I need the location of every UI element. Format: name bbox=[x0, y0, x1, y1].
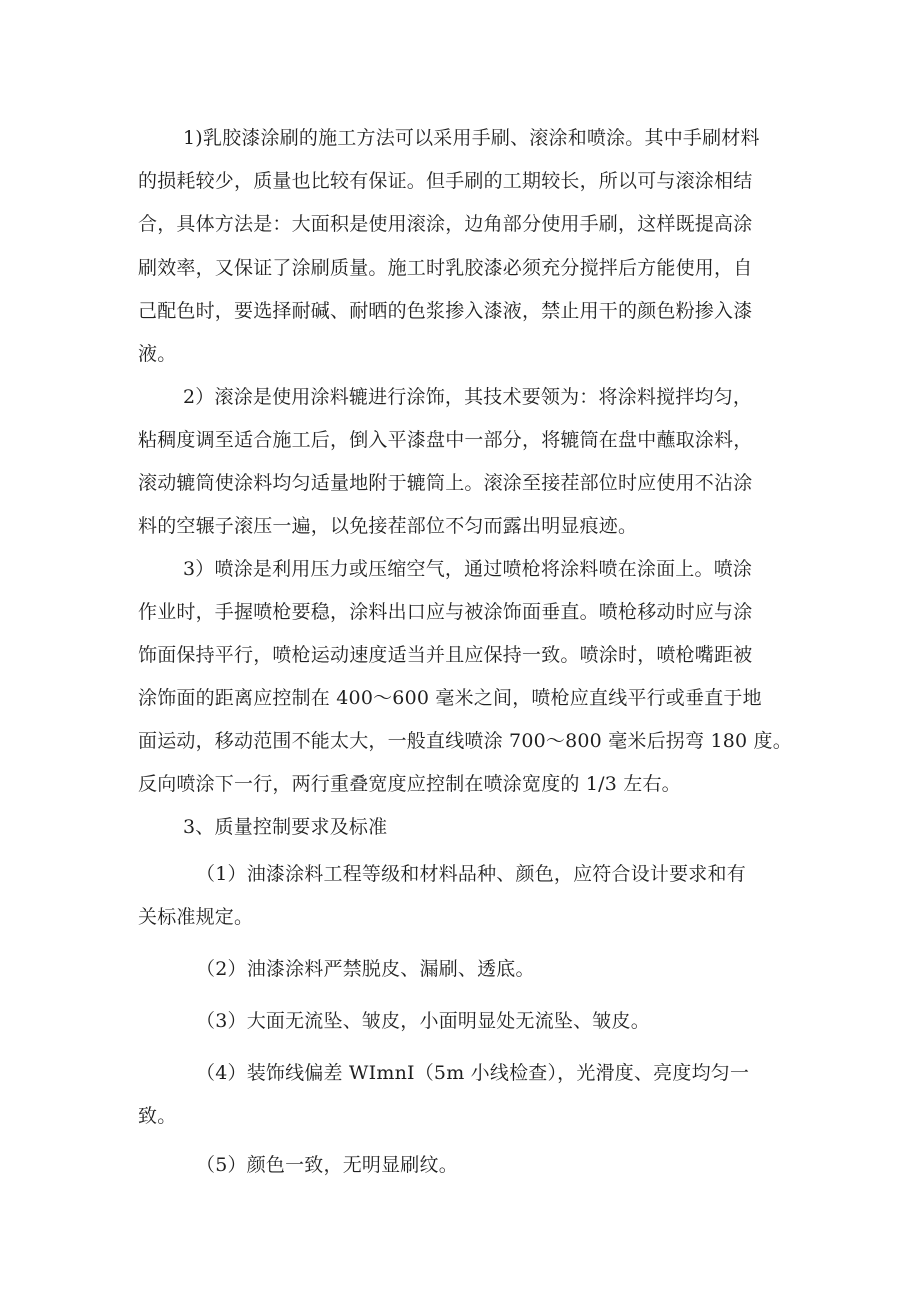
section-heading: 3、质量控制要求及标准 bbox=[183, 816, 388, 838]
paragraph-2-line-2: 粘稠度调至适合施工后，倒入平漆盘中一部分，将辘筒在盘中蘸取涂料， bbox=[138, 429, 753, 451]
paragraph-2-line-4: 料的空辗子滚压一遍，以免接茬部位不匀而露出明显痕迹。 bbox=[138, 515, 638, 537]
paragraph-3-line-3: 饰面保持平行，喷枪运动速度适当并且应保持一致。喷涂时，喷枪嘴距被 bbox=[138, 644, 753, 666]
list-item-3: （3）大面无流坠、皱皮，小面明显处无流坠、皱皮。 bbox=[196, 1010, 650, 1032]
list-item-4-line-1: （4）装饰线偏差 WImnI（5m 小线检查），光滑度、亮度均匀一 bbox=[196, 1062, 750, 1084]
paragraph-1-line-2: 的损耗较少，质量也比较有保证。但手刷的工期较长，所以可与滚涂相结 bbox=[138, 170, 753, 192]
paragraph-1-line-4: 刷效率，又保证了涂刷质量。施工时乳胶漆必须充分搅拌后方能使用，自 bbox=[138, 257, 753, 279]
paragraph-1-line-1: 1)乳胶漆涂刷的施工方法可以采用手刷、滚涂和喷涂。其中手刷材料 bbox=[183, 127, 760, 149]
list-item-2: （2）油漆涂料严禁脱皮、漏刷、透底。 bbox=[196, 958, 535, 980]
paragraph-3-line-1: 3）喷涂是利用压力或压缩空气，通过喷枪将涂料喷在涂面上。喷涂 bbox=[183, 558, 753, 580]
paragraph-3-line-5: 面运动，移动范围不能太大，一般直线喷涂 700～800 毫米后拐弯 180 度。 bbox=[138, 730, 792, 752]
paragraph-3-line-2: 作业时，手握喷枪要稳，涂料出口应与被涂饰面垂直。喷枪移动时应与涂 bbox=[138, 601, 753, 623]
list-item-1-line-2: 关标准规定。 bbox=[138, 906, 254, 928]
paragraph-1-line-5: 己配色时，要选择耐碱、耐晒的色浆掺入漆液，禁止用干的颜色粉掺入漆 bbox=[138, 300, 753, 322]
paragraph-1-line-3: 合，具体方法是：大面积是使用滚涂，边角部分使用手刷，这样既提高涂 bbox=[138, 213, 753, 235]
list-item-4-line-2: 致。 bbox=[138, 1105, 177, 1127]
paragraph-2-line-3: 滚动辘筒使涂料均匀适量地附于辘筒上。滚涂至接茬部位时应使用不沾涂 bbox=[138, 472, 753, 494]
list-item-1-line-1: （1）油漆涂料工程等级和材料品种、颜色，应符合设计要求和有 bbox=[196, 863, 746, 885]
paragraph-3-line-6: 反向喷涂下一行，两行重叠宽度应控制在喷涂宽度的 1/3 左右。 bbox=[138, 773, 681, 795]
list-item-5: （5）颜色一致，无明显刷纹。 bbox=[196, 1154, 458, 1176]
paragraph-3-line-4: 涂饰面的距离应控制在 400～600 毫米之间，喷枪应直线平行或垂直于地 bbox=[138, 687, 762, 709]
paragraph-1-line-6: 液。 bbox=[138, 343, 177, 365]
paragraph-2-line-1: 2）滚涂是使用涂料辘进行涂饰，其技术要领为：将涂料搅拌均匀， bbox=[183, 386, 753, 408]
